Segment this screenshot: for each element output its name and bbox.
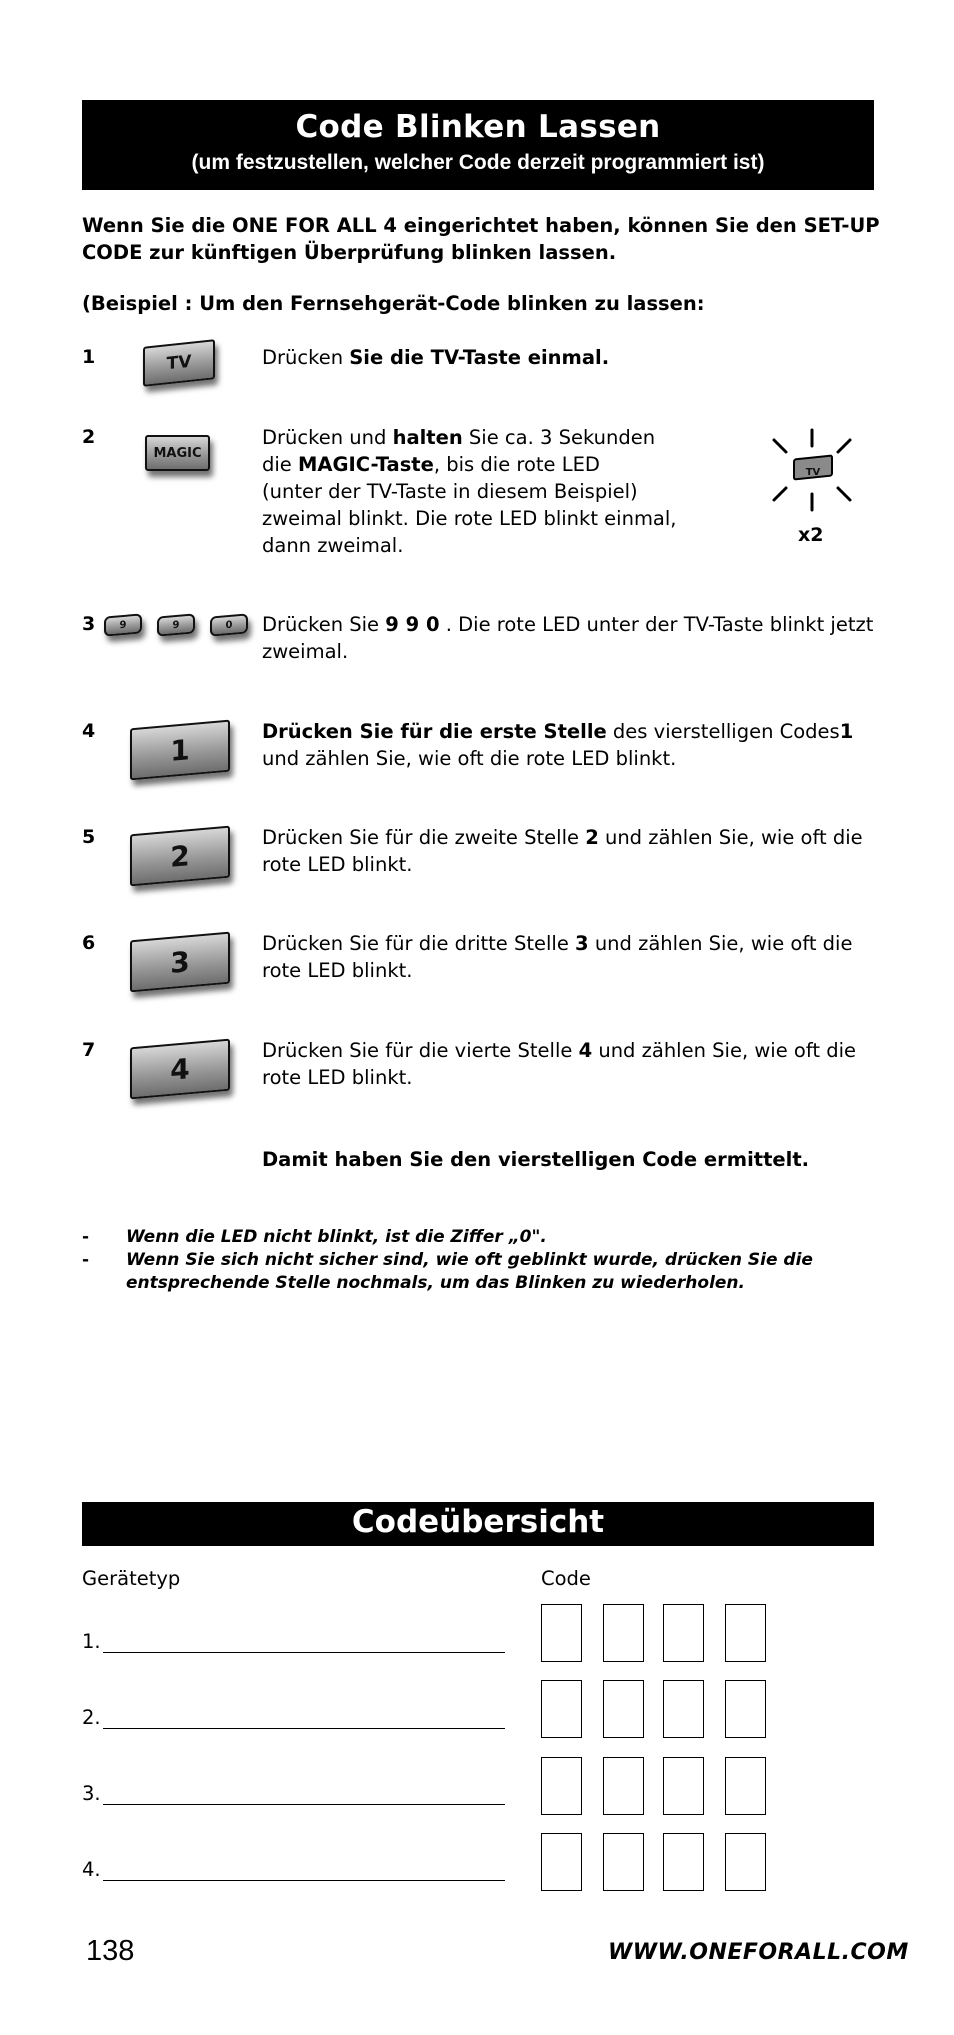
code-digit-box[interactable] <box>541 1604 582 1662</box>
device-row: 1. <box>82 1630 505 1653</box>
digit-9-key-icon: 9 <box>157 613 195 636</box>
device-entry-line[interactable] <box>103 1709 505 1729</box>
digit-4-key-icon: 4 <box>130 1039 230 1100</box>
step-number: 3 <box>82 613 96 635</box>
page-title: Code Blinken Lassen <box>295 109 661 145</box>
note-item: - Wenn die LED nicht blinkt, ist die Ziffer „0". <box>82 1227 547 1247</box>
step-4-text: Drücken Sie für die erste Stelle des vierstelligen Codes1 und zählen Sie, wie oft die rote LED blinkt. <box>262 720 854 770</box>
overview-header <box>82 1502 874 1546</box>
section-header <box>82 100 874 190</box>
example-text: (Beispiel : Um den Fernsehgerät-Code blinken zu lassen: <box>82 292 705 315</box>
code-digit-box[interactable] <box>663 1680 704 1738</box>
digit-3-key-icon: 3 <box>130 932 230 993</box>
conclusion-text: Damit haben Sie den vierstelligen Code ermittelt. <box>262 1148 810 1171</box>
device-row: 2. <box>82 1706 505 1729</box>
step-number: 4 <box>82 720 96 742</box>
device-entry-line[interactable] <box>103 1785 505 1805</box>
website-url: WWW.ONEFORALL.COM <box>608 1940 909 1965</box>
device-row: 3. <box>82 1782 505 1805</box>
step-7-text: Drücken Sie für die vierte Stelle 4 und zählen Sie, wie oft die rote LED blinkt. <box>262 1039 856 1089</box>
note-item: - Wenn Sie sich nicht sicher sind, wie oft geblinkt wurde, drücken Sie die entsprechende Stelle nochmals, um das Blinken zu wiederholen. <box>82 1250 813 1293</box>
code-digit-box[interactable] <box>603 1680 644 1738</box>
code-digit-box[interactable] <box>663 1604 704 1662</box>
code-digit-box[interactable] <box>663 1833 704 1891</box>
magic-key-icon: MAGIC <box>145 435 210 471</box>
step-number: 7 <box>82 1039 96 1061</box>
step-number: 6 <box>82 932 96 954</box>
step-number: 2 <box>82 426 96 448</box>
notes-list <box>82 1226 882 1295</box>
blinking-led-icon <box>770 428 854 512</box>
digit-1-key-icon: 1 <box>130 720 230 781</box>
code-digit-box[interactable] <box>725 1604 766 1662</box>
device-entry-line[interactable] <box>103 1633 505 1653</box>
step-3-text: Drücken Sie 9 9 0 . Die rote LED unter der TV-Taste blinkt jetzt zweimal. <box>262 613 874 663</box>
blink-count: x2 <box>798 524 824 546</box>
device-row: 4. <box>82 1858 505 1881</box>
code-digit-box[interactable] <box>603 1757 644 1815</box>
indicator-key-label: TV <box>805 467 821 478</box>
code-header: Code <box>541 1567 591 1590</box>
digit-2-key-icon: 2 <box>130 826 230 887</box>
step-5-text: Drücken Sie für die zweite Stelle 2 und zählen Sie, wie oft die rote LED blinkt. <box>262 826 863 876</box>
step-1-text: Drücken Sie die TV-Taste einmal. <box>262 346 610 369</box>
code-digit-box[interactable] <box>725 1757 766 1815</box>
code-digit-box[interactable] <box>541 1757 582 1815</box>
step-2-text: Drücken und halten Sie ca. 3 Sekunden die MAGIC-Taste, bis die rote LED (unter der TV-Taste in diesem Beispiel) zweimal blinkt. Die rote LED blinkt einmal, dann zweimal. <box>262 426 677 557</box>
overview-title: Codeübersicht <box>351 1504 605 1540</box>
page-number: 138 <box>86 1935 135 1967</box>
code-digit-box[interactable] <box>541 1680 582 1738</box>
page-subtitle: (um festzustellen, welcher Code derzeit programmiert ist) <box>191 151 765 174</box>
intro-text: Wenn Sie die ONE FOR ALL 4 eingerichtet haben, können Sie den SET-UP CODE zur künftigen Überprüfung blinken lassen. <box>82 214 880 264</box>
device-type-header: Gerätetyp <box>82 1567 181 1590</box>
code-digit-box[interactable] <box>603 1604 644 1662</box>
digit-9-key-icon: 9 <box>104 613 142 636</box>
digit-0-key-icon: 0 <box>210 613 248 636</box>
code-digit-box[interactable] <box>603 1833 644 1891</box>
step-number: 1 <box>82 346 96 368</box>
code-digit-box[interactable] <box>725 1833 766 1891</box>
code-digit-box[interactable] <box>725 1680 766 1738</box>
step-number: 5 <box>82 826 96 848</box>
device-entry-line[interactable] <box>103 1861 505 1881</box>
code-digit-box[interactable] <box>663 1757 704 1815</box>
step-6-text: Drücken Sie für die dritte Stelle 3 und zählen Sie, wie oft die rote LED blinkt. <box>262 932 853 982</box>
code-digit-box[interactable] <box>541 1833 582 1891</box>
tv-key-icon: TV <box>143 339 215 387</box>
